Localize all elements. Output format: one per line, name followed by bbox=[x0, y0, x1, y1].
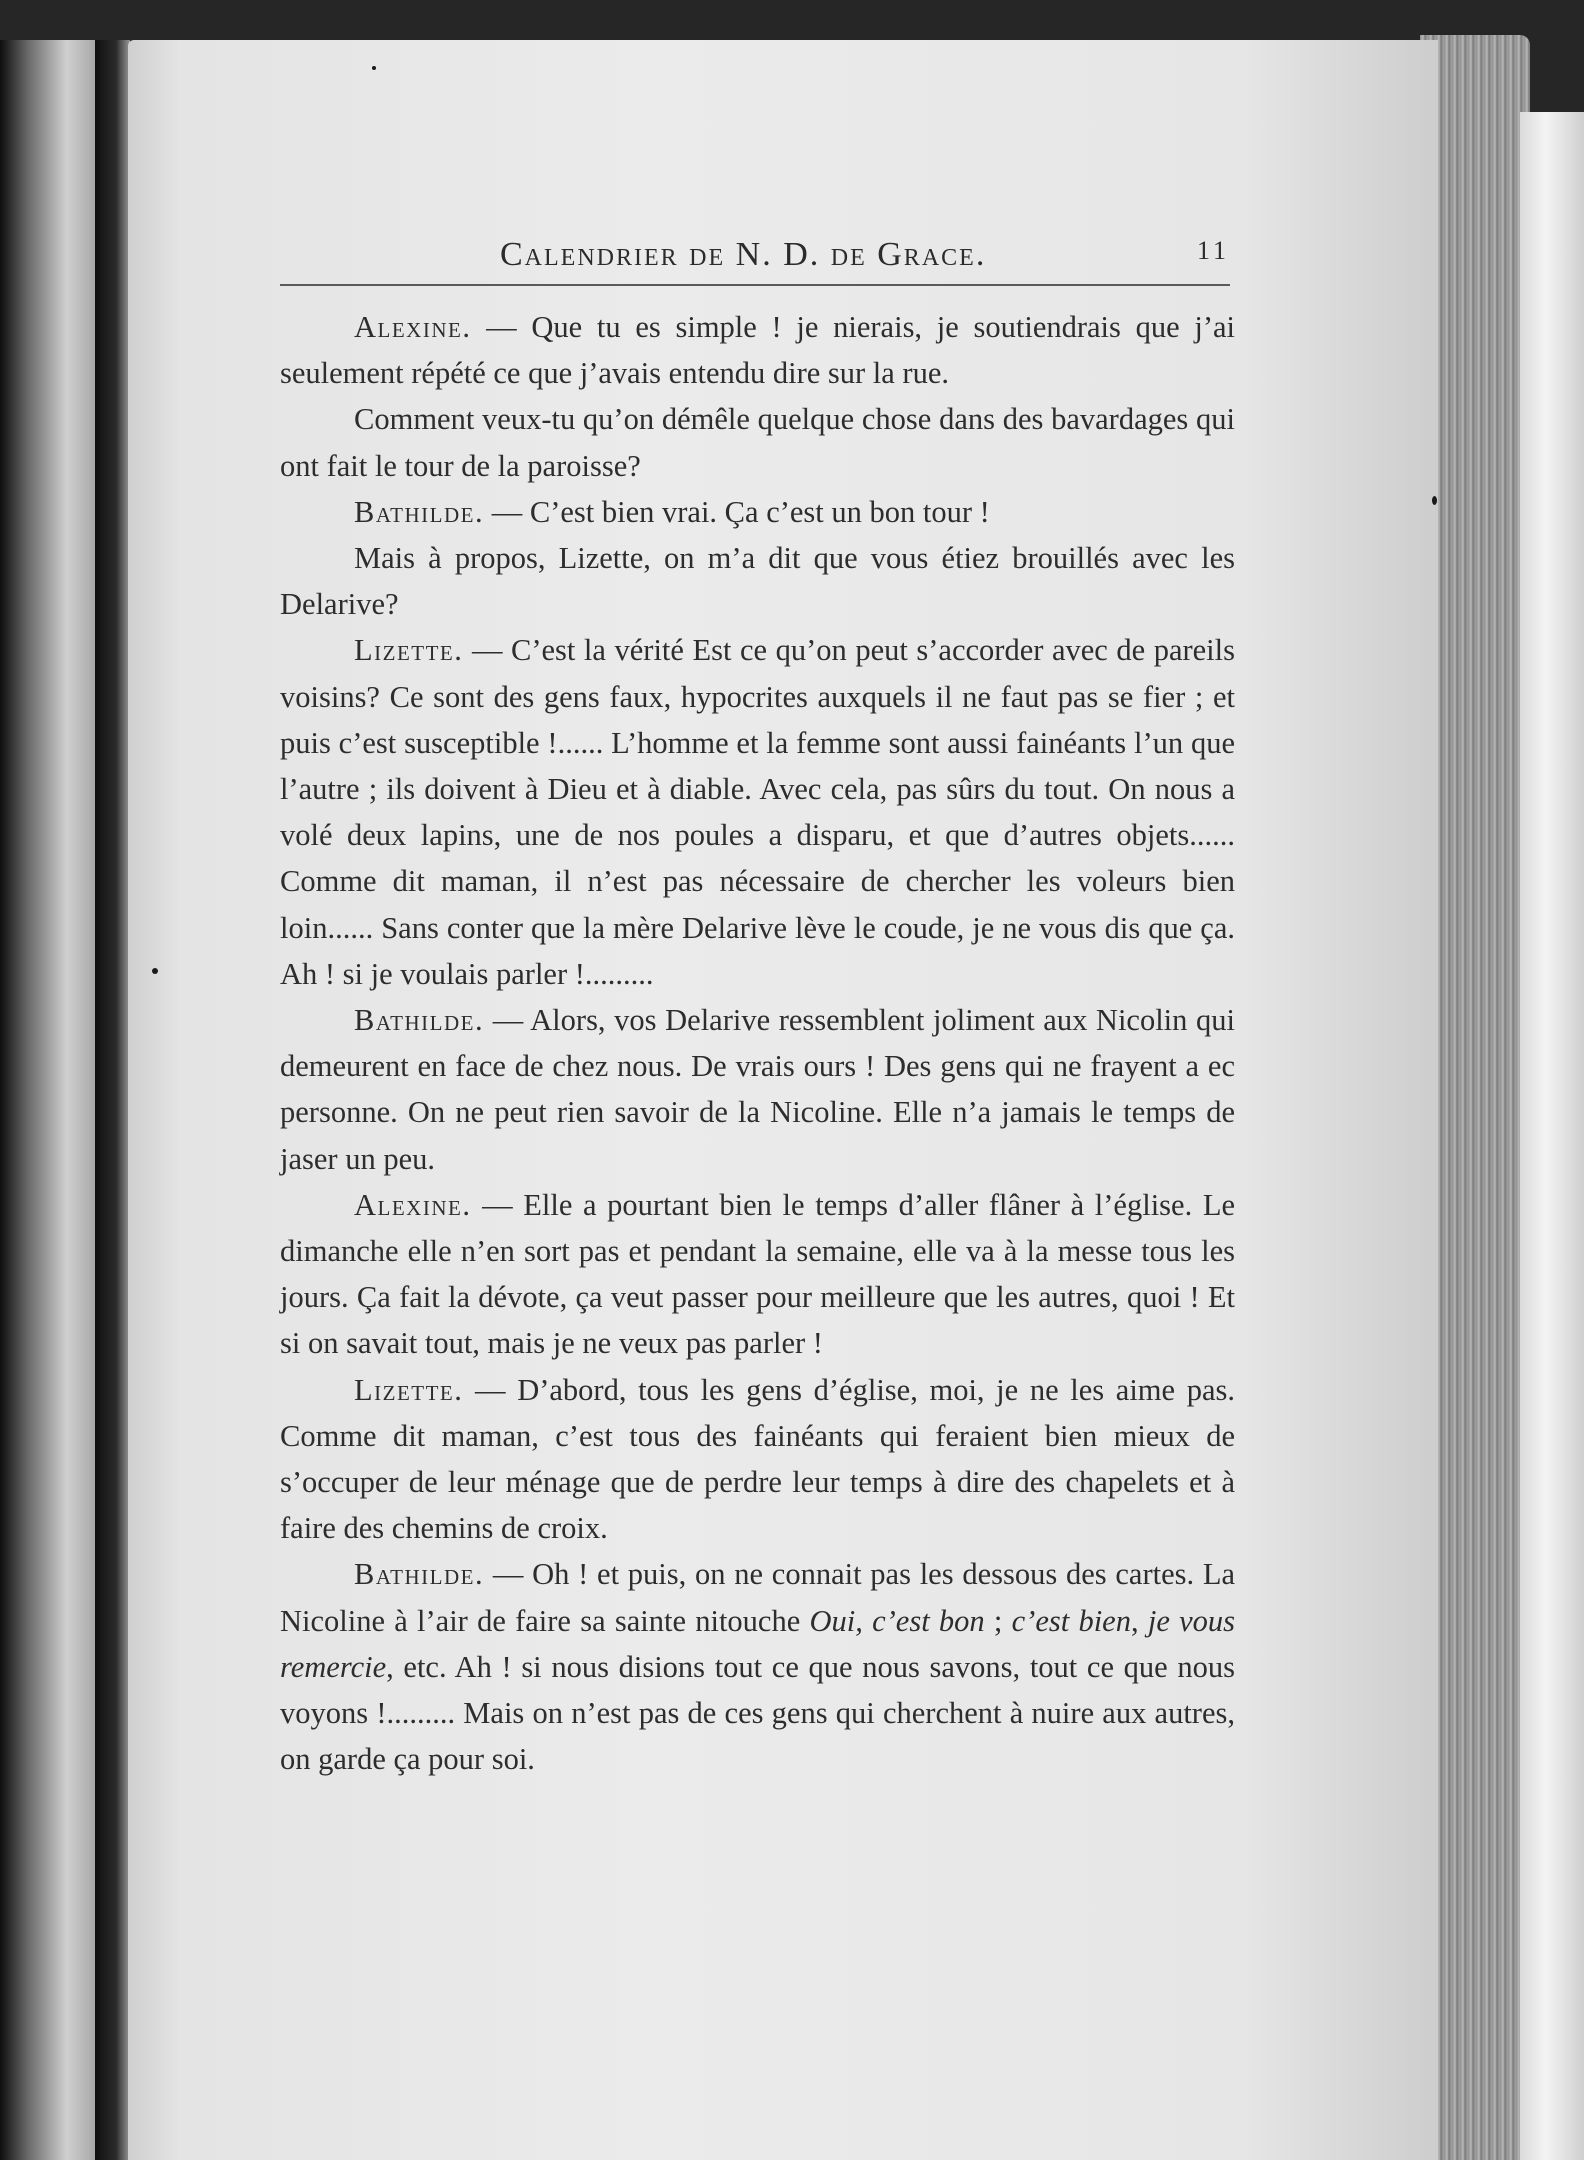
dialogue-text: Alors, vos Delarive ressemblent joliment aux Nicolin qui demeurent en face de chez nous. De vrais ours ! Des gens qui ne frayent a ec personne. On ne peut rien savoir de la Nicoline. Elle n’a jamais le temps de jaser un peu. bbox=[280, 1003, 1235, 1176]
speaker-name: Lizette. bbox=[354, 1372, 464, 1407]
paragraph bbox=[280, 396, 1235, 488]
separator: ; bbox=[984, 1603, 1012, 1638]
dialogue-text: C’est bien vrai. Ça c’est un bon tour ! bbox=[529, 494, 990, 529]
book-gutter bbox=[95, 40, 130, 2160]
dialogue-text: Comment veux-tu qu’on démêle quelque chose dans des bavardages qui ont fait le tour de la paroisse? bbox=[280, 402, 1235, 483]
page-number: 11 bbox=[1196, 236, 1230, 265]
dialogue-text: Mais à propos, Lizette, on m’a dit que vous étiez brouillés avec les Delarive? bbox=[280, 541, 1235, 622]
dialogue-text: Elle a pourtant bien le temps d’aller flâner à l’église. Le dimanche elle n’en sort pas et pendant la semaine, elle va à la messe tous les jours. Ça fait la dévote, ça veut passer pour meilleure que les autres, quoi ! Et si on savait tout, mais je ne veux pas parler ! bbox=[280, 1187, 1235, 1361]
dash: — bbox=[484, 1557, 533, 1592]
speaker-name: Bathilde. bbox=[354, 1557, 485, 1592]
paragraph bbox=[280, 304, 1235, 396]
left-page-edge bbox=[0, 40, 95, 2160]
body-text bbox=[280, 304, 1235, 1783]
speaker-name: Alexine. bbox=[354, 310, 472, 344]
separator: , bbox=[1130, 1603, 1148, 1638]
dialogue-text: C’est la vérité Est ce qu’on peut s’accorder avec de pareils voisins? Ce sont des gens faux, hypocrites auxquels il ne faut pas se fier ; et puis c’est susceptible !...... L’homme et la femme sont aussi fainéants l’un que l’autre ; ils doivent à Dieu et à diable. Avec cela, pas sûrs du tout. On nous a volé deux lapins, une de nos poules a disparu, et que d’autres objets...... Comme dit maman, il n’est pas nécessaire de chercher les voleurs bien loin...... Sans conter que la mère Delarive lève le coude, je ne vous dis que ça. Ah ! si je voulais parler !......... bbox=[280, 633, 1235, 991]
speaker-name: Alexine. bbox=[354, 1187, 472, 1222]
paragraph bbox=[280, 1182, 1235, 1367]
speaker-name: Lizette. bbox=[354, 633, 464, 668]
dialogue-text: Oh ! et puis, on ne connait pas les dessous des cartes. La Nicoline à l’air de faire sa sainte nitouche bbox=[280, 1557, 1236, 1638]
dash: — bbox=[471, 1187, 524, 1222]
next-page-edge bbox=[1520, 112, 1584, 2160]
ink-speck bbox=[372, 66, 376, 70]
running-title: Calendrier de N. D. de Grace. bbox=[500, 236, 987, 273]
italic-phrase: c’est bien bbox=[1011, 1603, 1131, 1638]
speaker-name: Bathilde. bbox=[354, 494, 485, 529]
header-rule bbox=[280, 284, 1230, 286]
italic-phrase: Oui, c’est bon bbox=[809, 1603, 985, 1638]
dash: — bbox=[471, 310, 532, 344]
dash: — bbox=[463, 633, 511, 668]
dialogue-text: Que tu es simple ! je nierais, je soutiendrais que j’ai seulement répété ce que j’avais entendu dire sur la rue. bbox=[280, 310, 1236, 391]
paragraph bbox=[280, 1551, 1235, 1782]
paragraph bbox=[280, 489, 1235, 535]
paragraph bbox=[280, 535, 1235, 627]
ink-speck bbox=[152, 968, 158, 974]
speaker-name: Bathilde. bbox=[354, 1003, 485, 1038]
paragraph bbox=[280, 627, 1235, 997]
dash: — bbox=[484, 494, 530, 529]
paragraph bbox=[280, 997, 1235, 1182]
paragraph bbox=[280, 1367, 1235, 1552]
dialogue-text: , etc. Ah ! si nous disions tout ce que nous savons, tout ce que nous voyons !......... Mais on n’est pas de ces gens qui cherchent à nuire aux autres, on garde ça pour soi. bbox=[280, 1649, 1235, 1777]
running-header bbox=[280, 228, 1230, 288]
dialogue-text: D’abord, tous les gens d’église, moi, je ne les aime pas. Comme dit maman, c’est tous des fainéants qui feraient bien mieux de s’occuper de leur ménage que de perdre leur temps à dire des chapelets et à faire des chemins de croix. bbox=[280, 1372, 1235, 1546]
ink-speck bbox=[1432, 496, 1437, 505]
dash: — bbox=[463, 1372, 518, 1407]
italic-phrase: je vous remercie bbox=[280, 1603, 1236, 1684]
dash: — bbox=[484, 1003, 531, 1038]
